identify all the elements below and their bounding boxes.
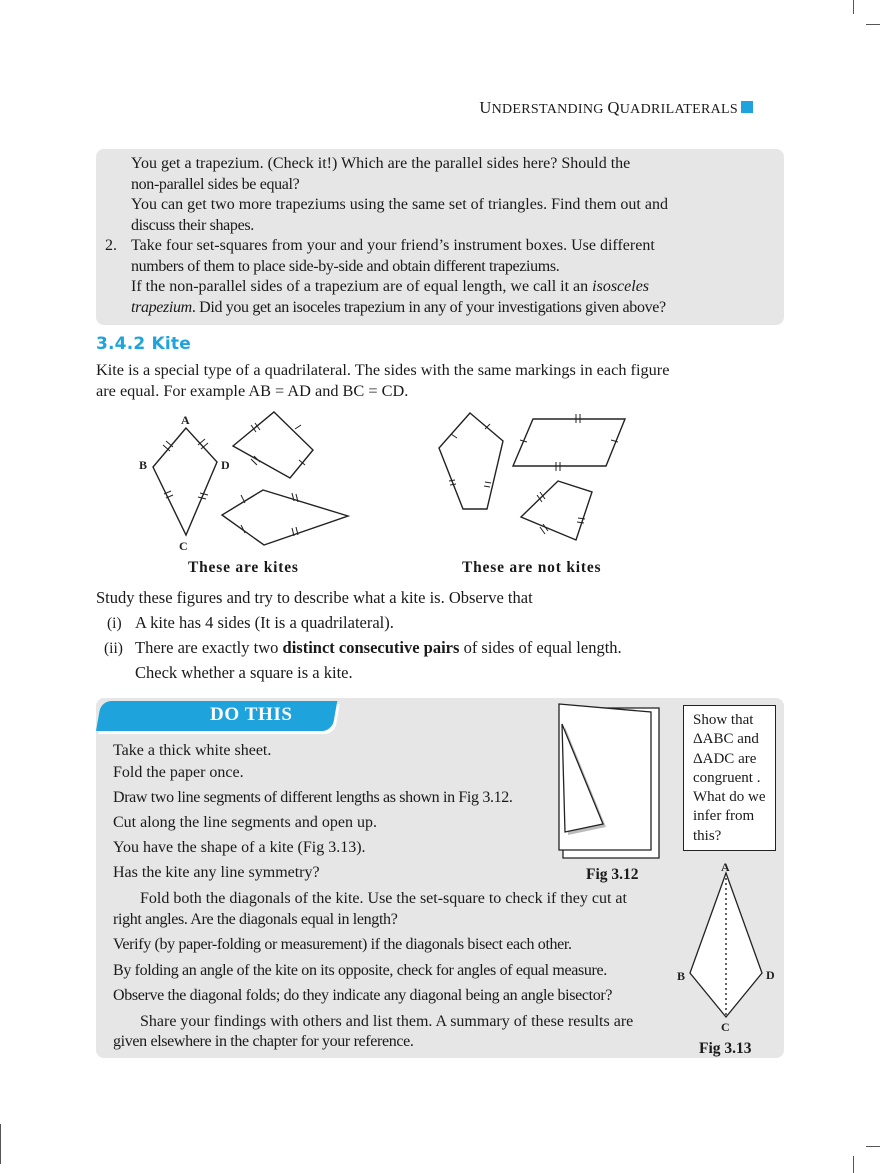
kite-flat-shape — [222, 490, 348, 545]
vertex-label: B — [139, 458, 148, 472]
intro-line: Kite is a special type of a quadrilateral. The sides with the same markings in each figure — [96, 360, 670, 379]
vertex-label: D — [766, 968, 775, 982]
not-kite-pentagon-shape — [439, 413, 503, 509]
crop-mark — [853, 0, 854, 14]
activity-line: discuss their shapes. — [131, 217, 254, 234]
do-this-line: Cut along the line segments and open up. — [113, 814, 377, 831]
caption-kites: These are kites — [188, 559, 299, 576]
crop-mark — [0, 1124, 1, 1164]
do-this-line: Take a thick white sheet. — [113, 742, 272, 759]
check-line: Check whether a square is a kite. — [135, 663, 353, 682]
activity-line: non-parallel sides be equal? — [131, 176, 300, 193]
do-this-line: You have the shape of a kite (Fig 3.13). — [113, 839, 366, 856]
do-this-line: Fold the paper once. — [113, 764, 244, 781]
do-this-line: right angles. Are the diagonals equal in length? — [113, 911, 398, 928]
activity-line: You can get two more trapeziums using the same set of triangles. Find them out and — [131, 196, 668, 213]
side-note-box — [683, 705, 776, 851]
activity-line: You get a trapezium. (Check it!) Which are the parallel sides here? Should the — [131, 155, 631, 172]
study-line: Study these figures and try to describe what a kite is. Observe that — [96, 588, 533, 607]
do-this-line: given elsewhere in the chapter for your reference. — [113, 1033, 414, 1050]
running-head-marker — [741, 101, 753, 113]
activity-line: Take four set-squares from your and your friend’s instrument boxes. Use different — [131, 237, 655, 254]
side-note-line: congruent . — [693, 769, 761, 786]
do-this-line: Fold both the diagonals of the kite. Use the set-square to check if they cut at — [140, 890, 627, 907]
fig-3-13-drawing — [670, 855, 790, 1040]
fig-3-13-caption: Fig 3.13 — [699, 1040, 752, 1057]
side-note-line: What do we — [693, 789, 766, 806]
do-this-line: Observe the diagonal folds; do they indicate any diagonal being an angle bisector? — [113, 987, 613, 1004]
kite-diamond-shape — [233, 412, 313, 478]
section-heading: 3.4.2 Kite — [96, 334, 191, 354]
do-this-line: Share your findings with others and list them. A summary of these results are — [140, 1013, 634, 1030]
vertex-label: C — [721, 1020, 730, 1034]
side-note-line: Show that — [693, 712, 754, 728]
vertex-label: C — [179, 539, 188, 553]
do-this-line: Draw two line segments of different lengths as shown in Fig 3.12. — [113, 789, 513, 806]
side-note-line: ΔABC and — [693, 731, 759, 748]
activity-line: numbers of them to place side-by-side and obtain different trapeziums. — [131, 258, 560, 275]
crop-mark — [866, 24, 880, 25]
not-kite-parallelogram-shape — [513, 419, 625, 466]
intro-line: are equal. For example AB = AD and BC = CD. — [96, 381, 409, 400]
point-text: A kite has 4 sides (It is a quadrilateral). — [135, 613, 394, 632]
not-kite-tilted-shape — [521, 481, 592, 540]
point-text: There are exactly two distinct consecutive pairs of sides of equal length. — [135, 638, 622, 657]
caption-not-kites: These are not kites — [462, 559, 602, 576]
side-note-line: ΔADC are — [693, 750, 757, 767]
do-this-line: Has the kite any line symmetry? — [113, 864, 320, 881]
crop-mark — [853, 1156, 854, 1173]
running-head: UNDERSTANDING QUADRILATERALS — [479, 98, 738, 117]
do-this-line: Verify (by paper-folding or measurement) if the diagonals bisect each other. — [113, 936, 572, 953]
side-note-line: infer from — [693, 808, 755, 825]
side-note-line: this? — [693, 827, 722, 844]
do-this-line: By folding an angle of the kite on its opposite, check for angles of equal measure. — [113, 962, 607, 979]
do-this-label: DO THIS — [210, 704, 293, 725]
vertex-label: D — [221, 458, 230, 472]
vertex-label: A — [721, 860, 730, 874]
fig-3-12-drawing — [555, 700, 665, 865]
kites-figure — [0, 400, 880, 570]
activity-line: trapezium. Did you get an isoceles trapezium in any of your investigations given above? — [131, 299, 666, 316]
fig-3-12-caption: Fig 3.12 — [586, 866, 639, 883]
list-number: (ii) — [104, 640, 123, 657]
list-number: (i) — [107, 615, 122, 632]
vertex-label: B — [677, 969, 686, 983]
crop-mark — [866, 1146, 880, 1147]
vertex-label: A — [181, 413, 190, 427]
activity-line: If the non-parallel sides of a trapezium are of equal length, we call it an isosceles — [131, 278, 650, 295]
list-number: 2. — [105, 237, 117, 254]
